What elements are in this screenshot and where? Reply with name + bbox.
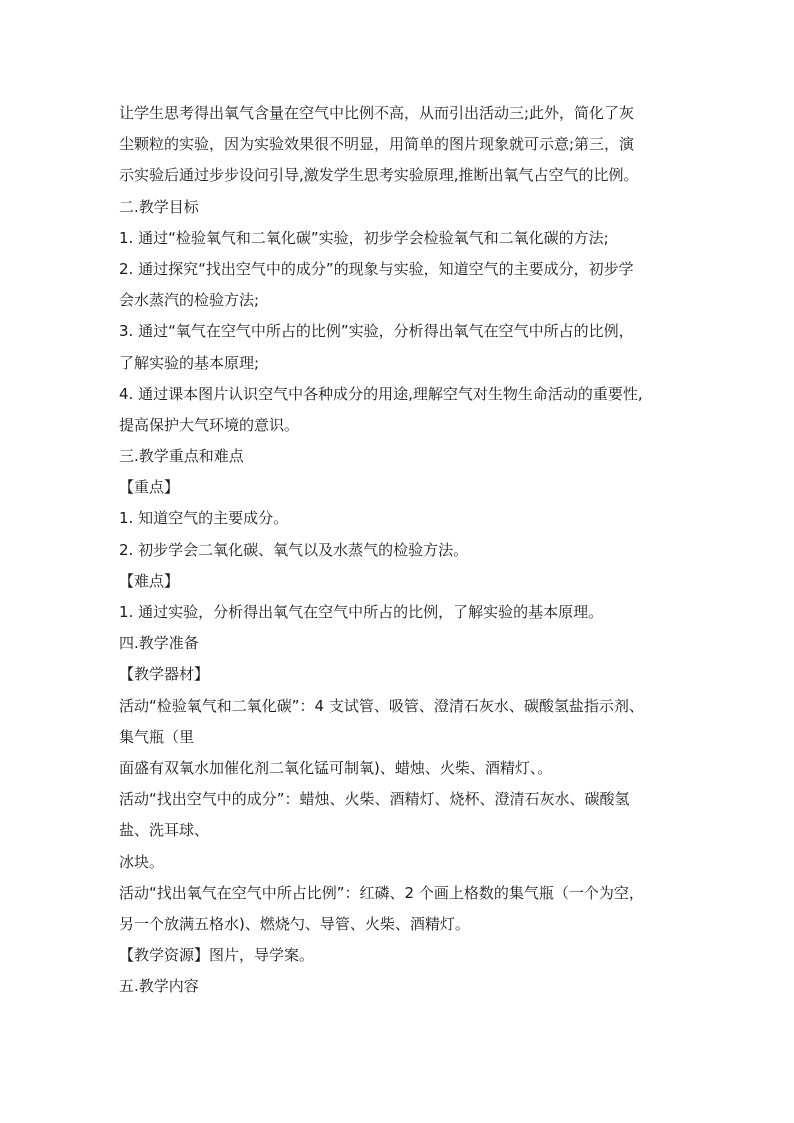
text-line: 另一个放满五格水)、燃烧勺、导管、火柴、酒精灯。 — [119, 914, 470, 933]
subheading-equipment: 【教学器材】 — [119, 665, 210, 684]
section-heading-preparation: 四.教学准备 — [119, 634, 199, 653]
section-heading-key-points: 三.教学重点和难点 — [119, 447, 244, 466]
document-body — [119, 98, 684, 1002]
text-line: 让学生思考得出氧气含量在空气中比例不高，从而引出活动三;此外，简化了灰 — [119, 104, 635, 122]
text-line: 了解实验的基本原理; — [119, 353, 260, 372]
subheading-difficult: 【难点】 — [119, 571, 180, 590]
text-line: 1. 通过实验，分析得出氧气在空气中所占的比例，了解实验的基本原理。 — [119, 603, 604, 621]
text-line: 会水蒸汽的检验方法; — [119, 291, 260, 310]
section-heading-content: 五.教学内容 — [119, 977, 199, 996]
text-line: 面盛有双氧水加催化剂二氧化锰可制氧)、蜡烛、火柴、酒精灯、。 — [119, 758, 553, 777]
text-line: 尘颗粒的实验，因为实验效果很不明显，用简单的图片现象就可示意;第三，演 — [119, 135, 635, 154]
text-line: 盐、洗耳球、 — [119, 821, 210, 840]
text-line: 1. 通过“检验氧气和二氧化碳”实验，初步学会检验氧气和二氧化碳的方法; — [119, 228, 609, 247]
text-line: 活动“检验氧气和二氧化碳”：4 支试管、吸管、澄清石灰水、碳酸氢盐指示剂、 — [119, 696, 644, 715]
section-heading-objectives: 二.教学目标 — [119, 197, 199, 216]
text-line: 4. 通过课本图片认识空气中各种成分的用途,理解空气对生物生命活动的重要性, — [119, 384, 643, 403]
text-line: 1. 知道空气的主要成分。 — [119, 509, 289, 528]
text-line: 2. 通过探究“找出空气中的成分”的现象与实验，知道空气的主要成分，初步学 — [119, 259, 634, 278]
subheading-key: 【重点】 — [119, 478, 180, 497]
text-line: 活动“找出氧气在空气中所占比例”：红磷、2 个画上格数的集气瓶（一个为空， — [119, 883, 644, 902]
text-line: 3. 通过“氧气在空气中所占的比例”实验，分析得出氧气在空气中所占的比例， — [119, 322, 634, 341]
text-line: 【教学资源】图片，导学案。 — [119, 946, 315, 965]
text-line: 示实验后通过步步设问引导,激发学生思考实验原理,推断出氧气占空气的比例。 — [119, 166, 639, 185]
text-line: 集气瓶（里 — [119, 727, 195, 746]
text-line: 提高保护大气环境的意识。 — [119, 415, 300, 434]
text-line: 活动“找出空气中的成分”：蜡烛、火柴、酒精灯、烧杯、澄清石灰水、碳酸氢 — [119, 790, 630, 809]
text-line: 冰块。 — [119, 852, 165, 871]
text-line: 2. 初步学会二氧化碳、氧气以及水蒸气的检验方法。 — [119, 540, 469, 559]
